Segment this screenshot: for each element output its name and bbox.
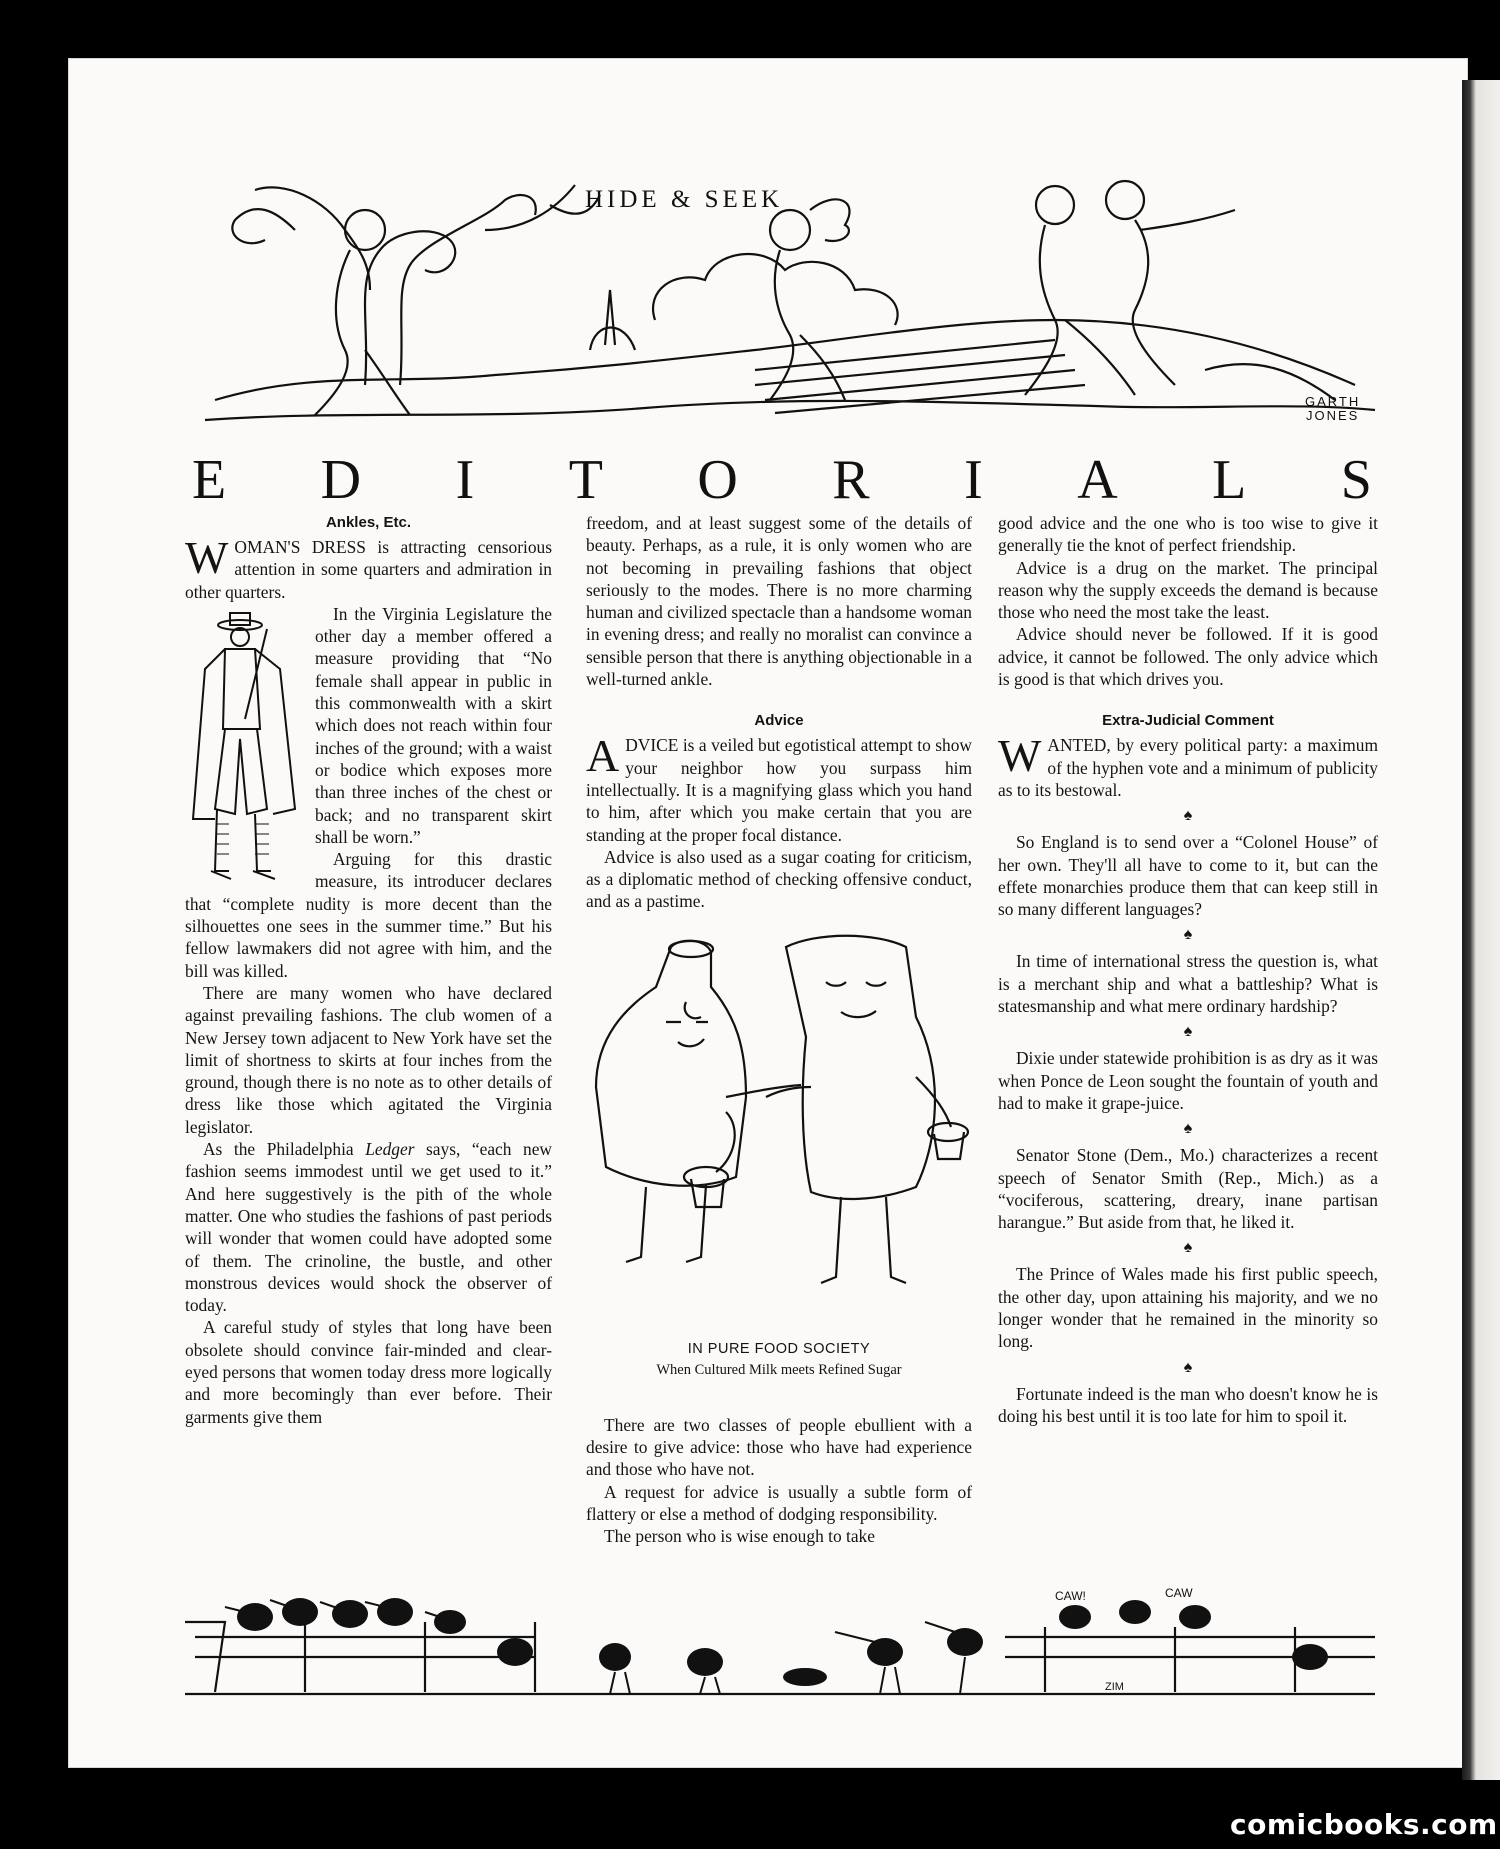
column-extra-judicial — [998, 512, 1378, 1427]
paragraph-text: DVICE is a veiled but egotistical attempt to show your neighbor how you surpass him intellectually. It is a magnifying glass which you hand to him, after which you make certain that you are standing at the proper focal distance. — [586, 735, 972, 845]
paragraph — [998, 730, 1378, 801]
spade-separator: ♠ — [1183, 807, 1193, 825]
masthead-letter: A — [1077, 449, 1118, 511]
signature-line-1: GARTH — [1305, 394, 1361, 409]
paragraph: In the Virginia Legislature the other day a member offered a measure providing that “No female shall appear in public in this commonwealth with a skirt which does not reach within four inches of the ground; with a waist or bodice which exposes more than three inches of the chest or back; and no transparent skirt shall be worn.” — [315, 603, 552, 847]
paragraph: Senator Stone (Dem., Mo.) characterizes a recent speech of Senator Smith (Rep., Mich.) as a “vociferous, scattering, dreary, inane partisan harangue.” But aside from that, he liked it. — [998, 1145, 1378, 1233]
editorials-masthead — [192, 450, 1372, 510]
watermark: comicbooks.com — [1230, 1808, 1498, 1841]
drop-cap: A — [586, 730, 620, 782]
paragraph: freedom, and at least suggest some of the details of beauty. Perhaps, as a rule, it is only women who are not becoming in prevailing fashions that object seriously to the modes. There is no more charming human and civilized spectacle than a handsome woman in evening dress; and really no moralist can convince a sensible person that there is anything objectionable in a well-turned ankle. — [586, 513, 972, 690]
masthead-letter: D — [320, 449, 362, 511]
paragraph: The Prince of Wales made his first public speech, the other day, upon attaining his majority, and we no longer wonder that he remained in the minority so long. — [998, 1264, 1378, 1352]
paragraph-text: says, “each new fashion seems immodest until we get used to it.” And here suggestively is the pith of the whole matter. One who studies the fashions of past periods will wonder that women could have adopted some of them. The crinoline, the bustle, and other monstrous devices would shock the observer of today. — [185, 1139, 552, 1316]
crows-footer-illustration — [185, 1582, 1375, 1702]
paragraph-text: ANTED, by every political party: a maximum of the hyphen vote and a minimum of publicity as to its bestowal. — [998, 735, 1378, 800]
spade-separator: ♠ — [1183, 1120, 1193, 1138]
drop-cap: W — [998, 730, 1042, 782]
bird-speech-2: CAW — [1165, 1586, 1193, 1600]
ledger-italic: Ledger — [365, 1139, 415, 1160]
paragraph: So England is to send over a “Colonel House” of her own. They'll all have to come to it, but can the effete monarchies produce them that can keep still in so many different languages? — [998, 832, 1378, 920]
illustration-title: HIDE & SEEK — [585, 186, 784, 213]
paragraph: A request for advice is usually a subtle form of flattery or else a method of dodging responsibility. — [586, 1481, 972, 1524]
section-heading-ankles: Ankles, Etc. — [325, 514, 412, 531]
spade-separator: ♠ — [1183, 1023, 1193, 1041]
masthead-letter: I — [455, 449, 475, 511]
masthead-letter: E — [192, 449, 227, 511]
paragraph: good advice and the one who is too wise to give it generally tie the knot of perfect friendship. — [998, 513, 1378, 556]
bird-speech-1: CAW! — [1055, 1589, 1086, 1603]
column-advice — [586, 512, 972, 1548]
paragraph: In time of international stress the question is, what is a merchant ship and what a battleship? What is statesmanship and what mere ordinary hardship? — [998, 951, 1378, 1017]
masthead-letter: I — [964, 449, 983, 511]
facing-page-edge — [1462, 80, 1500, 1780]
masthead-letter: R — [832, 449, 870, 511]
spade-separator: ♠ — [1183, 1358, 1193, 1376]
masthead-letter: O — [697, 449, 738, 511]
paragraph — [586, 730, 972, 845]
paragraph: A careful study of styles that long have been obsolete should convince fair-minded and clear-eyed persons that women today dress more logically and more becomingly than ever before. Their garments give them — [185, 1317, 552, 1427]
section-heading-advice: Advice — [754, 712, 804, 730]
paragraph: Fortunate indeed is the man who doesn't know he is doing his best until it is too late for him to spoil it. — [998, 1383, 1378, 1426]
paragraph-text: OMAN'S DRESS is attracting censorious attention in some quarters and admiration in other quarters. — [185, 537, 552, 602]
spade-separator: ♠ — [1183, 926, 1193, 944]
milk-sugar-illustration — [586, 927, 972, 1332]
illustration-caption-subtitle: When Cultured Milk meets Refined Sugar — [656, 1361, 902, 1378]
paragraph — [185, 1138, 552, 1316]
column-ankles — [185, 512, 552, 1428]
paragraph — [185, 532, 552, 603]
drop-cap: W — [185, 532, 229, 583]
spade-separator: ♠ — [1183, 1239, 1193, 1257]
masthead-letter: T — [568, 449, 603, 511]
paragraph: Advice is a drug on the market. The principal reason why the supply exceeds the demand is because those who need the most take the least. — [998, 557, 1378, 623]
paragraph-text: As the Philadelphia — [203, 1139, 366, 1160]
legislator-illustration — [185, 609, 303, 892]
signature-line-2: JONES — [1305, 408, 1360, 423]
artist-signature — [1305, 395, 1360, 423]
scan-border-top — [0, 0, 1500, 12]
masthead-letter: S — [1340, 449, 1372, 511]
footer-signature: ZIM — [1105, 1681, 1124, 1693]
paragraph: Advice should never be followed. If it is good advice, it cannot be followed. The only advice which is good is that which drives you. — [998, 624, 1378, 690]
illustration-caption-title: IN PURE FOOD SOCIETY — [687, 1340, 871, 1357]
section-heading-extra-judicial: Extra-Judicial Comment — [1102, 712, 1274, 730]
paragraph: There are many women who have declared against prevailing fashions. The club women of a New Jersey town adjacent to New York have set the limit of shortness to skirts at four inches from the ground, though there is no note as to other details of dress like those which agitated the Virginia legislator. — [185, 982, 552, 1137]
header-illustration — [195, 170, 1380, 455]
paragraph: Dixie under statewide prohibition is as dry as it was when Ponce de Leon sought the fountain of youth and had to make it grape-juice. — [998, 1048, 1378, 1113]
masthead-letter: L — [1212, 449, 1247, 511]
paragraph: Arguing for this drastic measure, its introducer declares that “complete nudity is more decent than the silhouettes one sees in the summer time.” But his fellow lawmakers did not agree with him, and the bill was killed. — [185, 849, 552, 981]
paragraph: The person who is wise enough to take — [604, 1526, 875, 1547]
paragraph: There are two classes of people ebullient with a desire to give advice: those who have had experience and those who have not. — [586, 1414, 972, 1480]
paragraph: Advice is also used as a sugar coating for criticism, as a diplomatic method of checking offensive conduct, and as a pastime. — [586, 846, 972, 912]
